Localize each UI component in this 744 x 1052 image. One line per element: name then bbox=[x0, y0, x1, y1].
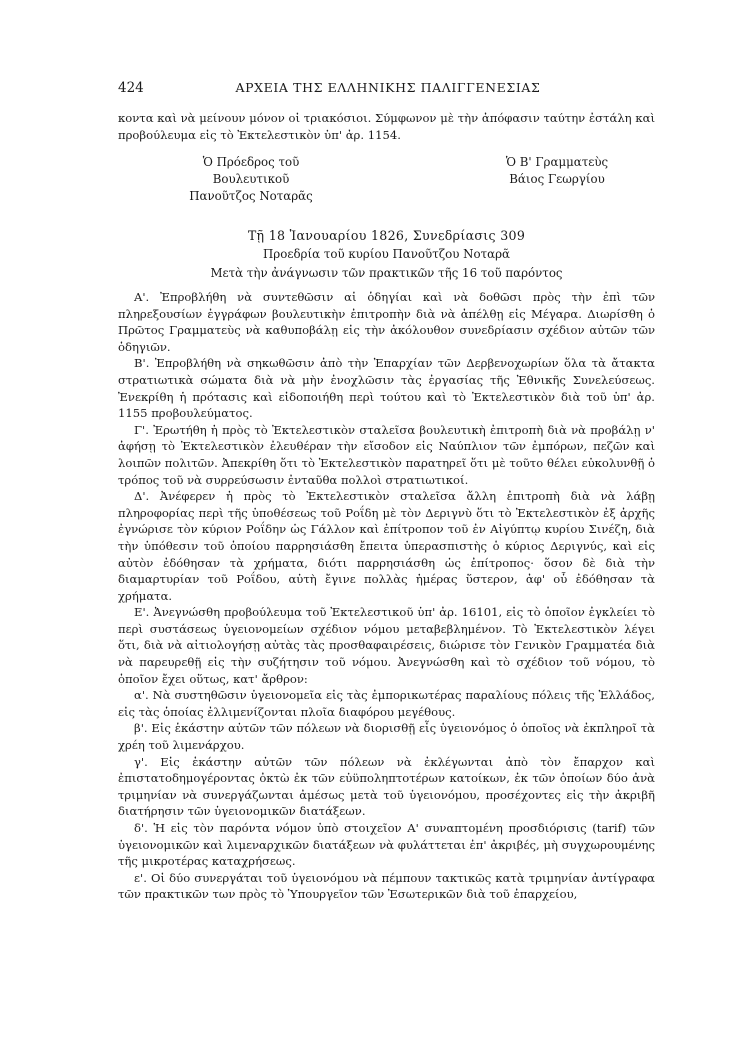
article-beta: β'. Εἰς ἑκάστην αὐτῶν τῶν πόλεων νὰ διορισθῇ εἷς ὑγειονόμος ὁ ὁποῖος νὰ ἐκπληροῖ τὰ χρέη τοῦ λιμενάρχου. bbox=[118, 721, 655, 753]
running-title: ΑΡΧΕΙΑ ΤΗΣ ΕΛΛΗΝΙΚΗΣ ΠΑΛΙΓΓΕΝΕΣΙΑΣ bbox=[235, 80, 541, 95]
item-d: Δ'. Ἀνέφερεν ἡ πρὸς τὸ Ἐκτελεστικὸν σταλεῖσα ἄλλη ἐπιτροπὴ διὰ νὰ λάβῃ πληροφορίας περὶ τῆς ὑποθέσεως τοῦ Ροΐδη μὲ τὸν Δεριγνὺ ὅτι τὸ Ἐκτελεστικὸν ἐξ ἀρχῆς ἐγνώρισε τὸν κύριον Ροΐδην ὡς Γάλλον καὶ ἐπίτροπον τοῦ ἐν Αἰγύπτῳ κυρίου Σινέζη, διὰ τὴν ὑπόθεσιν τοῦ ὁποίου παρρησιάσθη ἔπειτα ὑπερασπιστὴς ὁ κύριος Δεριγνύς, καὶ εἰς αὐτὸν ἐδόθησαν τὰ χρήματα, διότι παρρησιάσθη ὡς ἐπίτροπος· ὅσον δὲ διὰ τὴν διαμαρτυρίαν τοῦ Ροΐδου, αὐτὴ ἔγινε πολλὰς ἡμέρας ὕστερον, ἀφ' οὗ ἐδόθησαν τὰ χρήματα. bbox=[118, 489, 655, 603]
article-gamma: γ'. Εἰς ἑκάστην αὐτῶν τῶν πόλεων νὰ ἐκλέγωνται ἀπὸ τὸν ἔπαρχον καὶ ἐπιστατοδημογέροντας ὀκτὼ ἐκ τῶν εὐϋποληπτοτέρων κατοίκων, ἐκ τῶν ὁποίων δύο ἀνὰ τριμηνίαν νὰ συνεργάζωνται ἀμέσως μετὰ τοῦ ὑγειονόμου, προσέχοντες εἰς τὴν ἀκριβῆ διατήρησιν τῶν ὑγειονομικῶν διατάξεων. bbox=[118, 754, 655, 819]
secretary-name: Βάιος Γεωργίου bbox=[509, 172, 605, 186]
article-epsilon: ε'. Οἱ δύο συνεργάται τοῦ ὑγειονόμου νὰ πέμπουν τακτικῶς κατὰ τριμηνίαν ἀντίγραφα τῶν πρακτικῶν των πρὸς τὸ Ὑπουργεῖον τῶν Ἐσωτερικῶν διὰ τοῦ ἐπαρχείου, bbox=[118, 870, 655, 902]
item-a: Α'. Ἐπροβλήθη νὰ συντεθῶσιν αἱ ὁδηγίαι καὶ νὰ δοθῶσι πρὸς τὴν ἐπὶ τῶν πληρεξουσίων ἐγγράφων βουλευτικὴν ἐπιτροπὴν διὰ νὰ ἀπέλθῃ εἰς Μέγαρα. Διωρίσθη ὁ Πρῶτος Γραμματεὺς νὰ καθυποβάλῃ εἰς τὴν ἀκόλουθον συνεδρίασιν σχέδιον αὐτῶν τῶν ὁδηγιῶν. bbox=[118, 290, 655, 354]
item-c: Γ'. Ἐρωτήθη ἡ πρὸς τὸ Ἐκτελεστικὸν σταλεῖσα βουλευτικὴ ἐπιτροπὴ διὰ νὰ προβάλῃ ν' ἀφήσῃ τὸ Ἐκτελεστικὸν ἐλευθέραν τὴν εἴσοδον εἰς Ναύπλιον τῶν ἐμπόρων, πεζῶν καὶ λοιπῶν πολιτῶν. Ἀπεκρίθη ὅτι τὸ Ἐκτελεστικὸν παρατηρεῖ ὅτι μὲ τοῦτο θέλει εὐκολυνθῇ ὁ τρόπος τοῦ νὰ συρρεύσωσιν ἐνταῦθα πολλοὶ στρατιωτικοί. bbox=[118, 422, 655, 487]
secretary-title: Ὁ Β' Γραμματεὺς bbox=[505, 155, 609, 169]
session-heading bbox=[118, 226, 655, 283]
session-minutes: Μετὰ τὴν ἀνάγνωσιν τῶν πρακτικῶν τῆς 16 τοῦ παρόντος bbox=[210, 266, 563, 280]
opening-text: κοντα καὶ νὰ μείνουν μόνον οἱ τριακόσιοι. Σύμφωνον μὲ τὴν ἀπόφασιν ταύτην ἐστάλη καὶ προβούλευμα εἰς τὸ Ἐκτελεστικὸν ὑπ' ἀρ. 1154. bbox=[118, 111, 655, 142]
article-delta: δ'. Ἡ εἰς τὸν παρόντα νόμον ὑπὸ στοιχεῖον Α' συναπτομένη προσδιόρισις (tarif) τῶν ὑγειονομικῶν καὶ λιμεναρχικῶν διατάξεων νὰ φυλάττεται ἐπ' ἀκριβές, μὴ συγχωρουμένης τῆς μικροτέρας καταχρήσεως. bbox=[118, 821, 655, 869]
page-header bbox=[118, 80, 658, 102]
president-name: Πανοῦτζος Νοταρᾶς bbox=[189, 189, 313, 203]
page-number: 424 bbox=[118, 80, 144, 96]
president-signature bbox=[166, 154, 336, 205]
session-title: Τῇ 18 Ἰανουαρίου 1826, Συνεδρίασις 309 bbox=[247, 228, 526, 243]
opening-paragraph bbox=[118, 110, 655, 143]
article-alpha: α'. Νὰ συστηθῶσιν ὑγειονομεῖα εἰς τὰς ἐμπορικωτέρας παραλίους πόλεις τῆς Ἑλλάδος, εἰς τὰς ὁποίας ἐλλιμενίζονται πλοῖα διαφόρου μεγέθους. bbox=[118, 688, 655, 719]
secretary-signature bbox=[492, 154, 622, 188]
president-title: Ὁ Πρόεδρος τοῦ Βουλευτικοῦ bbox=[202, 155, 300, 186]
signature-block bbox=[118, 154, 655, 203]
item-b: Β'. Ἐπροβλήθη νὰ σηκωθῶσιν ἀπὸ τὴν Ἐπαρχίαν τῶν Δερβενοχωρίων ὅλα τὰ ἄτακτα στρατιωτικὰ σώματα διὰ νὰ μὴν ἐνοχλῶσιν τὰς ἐργασίας τῆς Ἐθνικῆς Συνελεύσεως. Ἐνεκρίθη ἡ πρότασις καὶ εἰδοποιήθη περὶ τούτου καὶ τὸ Ἐκτελεστικὸν διὰ τοῦ ὑπ' ἀρ. 1155 προβουλεύματος. bbox=[118, 356, 655, 421]
minutes-items bbox=[118, 289, 655, 903]
item-e: Ε'. Ἀνεγνώσθη προβούλευμα τοῦ Ἐκτελεστικοῦ ὑπ' ἀρ. 16101, εἰς τὸ ὁποῖον ἐγκλείει τὸ περὶ συστάσεως ὑγειονομείων σχέδιον νόμου μεταβεβλημένον. Τὸ Ἐκτελεστικὸν λέγει ὅτι, διὰ νὰ αἰτιολογήσῃ αὐτὰς τὰς προσθαφαιρέσεις, διώρισε τὸν Γενικὸν Γραμματέα διὰ νὰ παρευρεθῇ εἰς τὴν συζήτησιν τοῦ νόμου. Ἀνεγνώσθη καὶ τὸ σχέδιον τοῦ νόμου, τὸ ὁποῖον ἔχει οὕτως, κατ' ἄρθρον: bbox=[118, 605, 655, 686]
session-presidency: Προεδρία τοῦ κυρίου Πανοῦτζου Νοταρᾶ bbox=[263, 247, 510, 261]
